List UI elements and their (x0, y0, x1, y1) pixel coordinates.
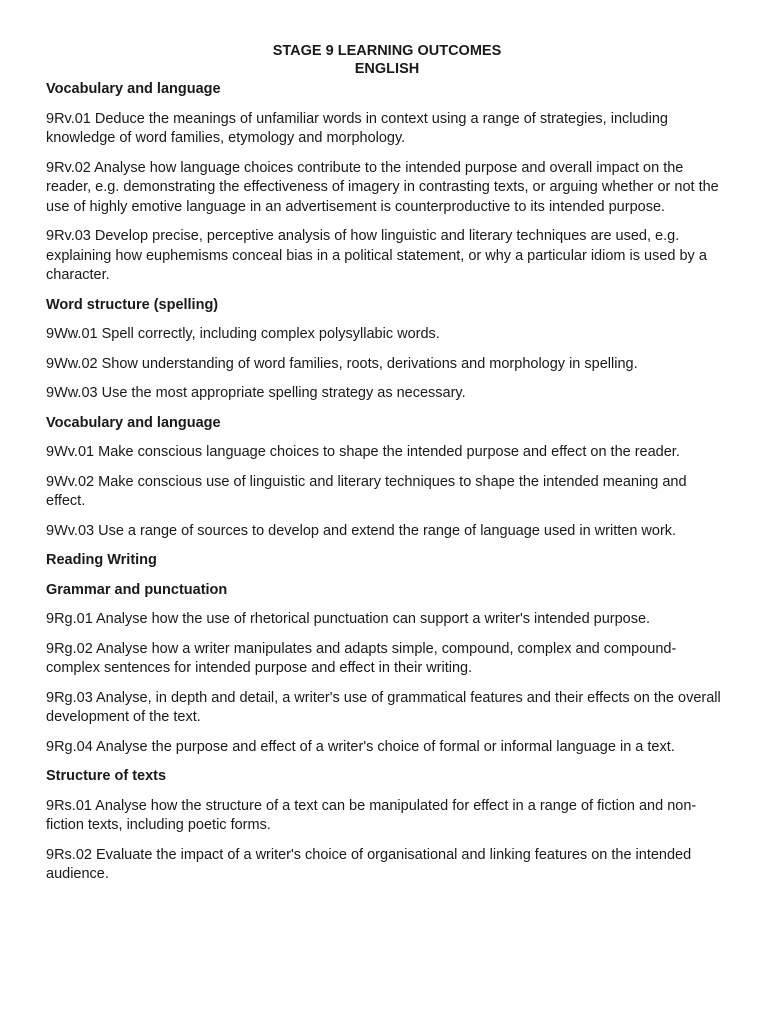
learning-outcome-item: 9Wv.02 Make conscious use of linguistic and literary techniques to shape the intended meaning and effect. (46, 473, 687, 509)
section-heading: Grammar and punctuation (46, 581, 228, 598)
learning-outcome-item: 9Rv.01 Deduce the meanings of unfamiliar words in context using a range of strategies, including knowledge of word families, etymology and morphology. (46, 110, 668, 146)
document-title (46, 42, 728, 78)
section-heading: Vocabulary and language (46, 414, 221, 431)
section-heading: Word structure (spelling) (46, 296, 219, 313)
title-line-2: ENGLISH (354, 61, 420, 77)
learning-outcome-item: 9Rv.02 Analyse how language choices contribute to the intended purpose and overall impact on the reader, e.g. demonstrating the effectiveness of imagery in contrasting texts, or arguing whether or not the use of highly emotive language in an advertisement is counterproductive to its intended purpose. (46, 159, 719, 215)
learning-outcome-item: 9Rg.02 Analyse how a writer manipulates and adapts simple, compound, complex and compound-complex sentences for intended purpose and effect in their writing. (46, 640, 677, 676)
learning-outcome-item: 9Ww.01 Spell correctly, including complex polysyllabic words. (46, 326, 440, 342)
learning-outcome-item: 9Rv.03 Develop precise, perceptive analysis of how linguistic and literary techniques are used, e.g. explaining how euphemisms conceal bias in a political statement, or why a particular idiom is used by a character. (46, 228, 707, 283)
section-heading: Vocabulary and language (46, 81, 221, 97)
document-body (46, 80, 728, 885)
learning-outcome-item: 9Ww.02 Show understanding of word families, roots, derivations and morphology in spelling. (46, 355, 638, 372)
learning-outcome-item: 9Rs.01 Analyse how the structure of a text can be manipulated for effect in a range of fiction and non-fiction texts, including poetic forms. (46, 797, 697, 833)
learning-outcome-item: 9Wv.01 Make conscious language choices to shape the intended purpose and effect on the reader. (46, 444, 680, 460)
learning-outcome-item: 9Wv.03 Use a range of sources to develop and extend the range of language used in written work. (46, 522, 677, 539)
section-heading: Structure of texts (46, 768, 167, 784)
learning-outcome-item: 9Rg.01 Analyse how the use of rhetorical punctuation can support a writer's intended purpose. (46, 611, 651, 627)
learning-outcome-item: 9Ww.03 Use the most appropriate spelling strategy as necessary. (46, 385, 466, 401)
learning-outcome-item: 9Rs.02 Evaluate the impact of a writer's choice of organisational and linking features on the intended audience. (46, 846, 692, 882)
section-heading: Reading Writing (46, 552, 157, 568)
learning-outcome-item: 9Rg.03 Analyse, in depth and detail, a writer's use of grammatical features and their effects on the overall development of the text. (46, 689, 721, 725)
title-line-1: STAGE 9 LEARNING OUTCOMES (272, 43, 502, 59)
learning-outcome-item: 9Rg.04 Analyse the purpose and effect of a writer's choice of formal or informal language in a text. (46, 738, 675, 755)
